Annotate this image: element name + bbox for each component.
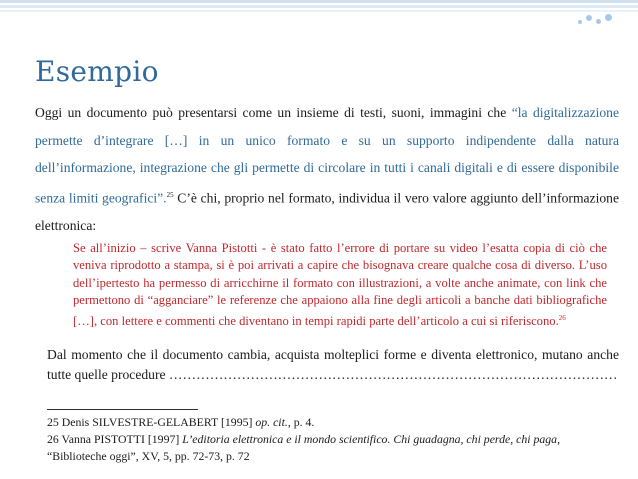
top-decoration <box>0 0 638 14</box>
footnote-title: op. cit. <box>255 415 288 429</box>
paragraph-text: Oggi un documento può presentarsi come un insieme di testi, suoni, immagini che <box>35 105 512 120</box>
decor-dot <box>586 15 592 21</box>
decor-dot <box>605 14 612 21</box>
footnote-author: Vanna PISTOTTI <box>61 431 145 446</box>
body-paragraph-2: Dal momento che il documento cambia, acquista molteplici forme e diventa elettronico, mutano anche tutte quelle procedure ……………………………………………………………………………………… <box>47 347 619 382</box>
footnotes <box>47 414 619 464</box>
decor-line <box>0 10 638 12</box>
highlighted-quote: “la digitalizzazione permette d’integrare […] in un unico formato e su un supporto indipendente dalla natura dell’informazione, integrazione che gli permette di circolare in tutti i canali digitali e di essere disponibile senza limiti geografici”. <box>35 105 620 206</box>
footnote <box>47 431 619 465</box>
footnote-number: 25 <box>47 415 59 429</box>
footnote <box>47 414 619 431</box>
footnote-year: [1997] <box>147 431 180 446</box>
block-quote <box>73 240 607 330</box>
footnote-separator <box>47 409 198 410</box>
footnote-number: 26 <box>47 431 59 446</box>
body-paragraph <box>35 99 619 240</box>
footnote-rest: , “Biblioteche oggi”, XV, 5, pp. 72-73, p. 72 <box>47 431 561 463</box>
slide-title: Esempio <box>35 55 159 88</box>
decor-line <box>0 5 638 8</box>
footnote-author: Denis SILVESTRE-GELABERT <box>61 415 219 429</box>
decor-line <box>0 0 638 3</box>
footnote-title: L’editoria elettronica e il mondo scientifico. Chi guadagna, chi perde, chi paga <box>182 431 558 446</box>
footnote-ref: 25 <box>166 190 174 199</box>
quote-text: Se all’inizio – scrive Vanna Pistotti - è stato fatto l’errore di portare su video l’esatta copia di ciò che veniva riprodotto a stampa, si è poi arrivati a capire che bisognava creare qualche cosa di diverso. L’uso dell’ipertesto ha permesso di arricchirne il formato con illustrazioni, a volte anche animate, con link che permettono di “agganciare” le referenze che appaiono alla fine degli articoli a banche dati bibliografiche […], con lettere e commenti che diventano in tempi rapidi parte dell’articolo a cui si riferiscono. <box>73 241 607 328</box>
footnote-year: [1995] <box>220 415 253 429</box>
footnote-rest: , p. 4. <box>287 415 315 429</box>
footnote-ref: 26 <box>558 313 566 322</box>
decor-dot <box>596 19 601 24</box>
paragraph-text: C’è chi, proprio nel formato, individua il vero valore aggiunto dell’informazione elettronica: <box>35 190 619 233</box>
decor-dots <box>578 14 612 34</box>
decor-dot <box>578 20 582 24</box>
